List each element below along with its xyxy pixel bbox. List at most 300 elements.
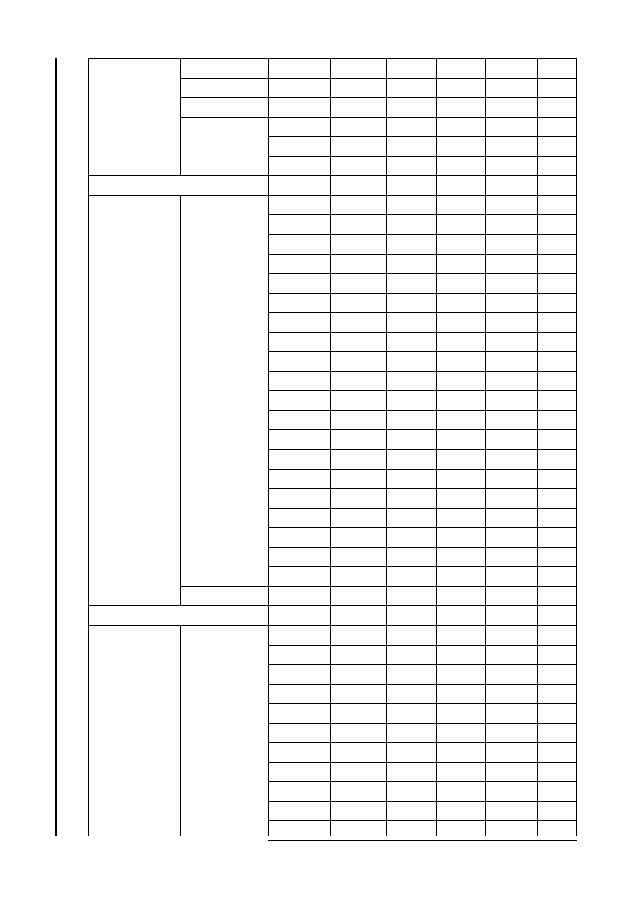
category-cell bbox=[88, 195, 180, 606]
region-cell bbox=[268, 449, 330, 469]
rate-cell bbox=[485, 234, 537, 254]
examinee-count-cell bbox=[436, 293, 485, 313]
region-cell bbox=[268, 234, 330, 254]
blank-cell bbox=[537, 566, 576, 586]
recruit-count-cell bbox=[330, 566, 386, 586]
column-divider bbox=[386, 58, 387, 836]
examinee-count-cell bbox=[436, 78, 485, 98]
row-divider bbox=[268, 273, 577, 274]
row-divider bbox=[268, 371, 577, 372]
recruit-count-cell bbox=[330, 58, 386, 78]
blank-cell bbox=[537, 684, 576, 704]
row-divider bbox=[268, 117, 577, 118]
region-cell bbox=[268, 410, 330, 430]
blank-cell bbox=[537, 488, 576, 508]
applicant-count-cell bbox=[386, 664, 436, 684]
blank-cell bbox=[537, 195, 576, 215]
row-divider bbox=[88, 605, 577, 606]
subcategory-cell bbox=[180, 625, 268, 836]
blank-cell bbox=[537, 351, 576, 371]
total-label bbox=[88, 175, 180, 195]
rate-cell bbox=[485, 820, 537, 836]
recruit-count-cell bbox=[330, 351, 386, 371]
region-cell bbox=[268, 156, 330, 176]
examinee-count-cell bbox=[436, 586, 485, 606]
region-cell bbox=[268, 703, 330, 723]
examinee-count-cell bbox=[436, 390, 485, 410]
row-divider bbox=[268, 781, 577, 782]
examinee-count-cell bbox=[436, 312, 485, 332]
recruit-count-cell bbox=[330, 586, 386, 606]
recruit-count-cell bbox=[330, 293, 386, 313]
total-value-cell bbox=[386, 605, 436, 625]
recruit-count-cell bbox=[330, 78, 386, 98]
rate-cell bbox=[485, 449, 537, 469]
region-cell bbox=[268, 429, 330, 449]
row-divider bbox=[268, 156, 577, 157]
examinee-count-cell bbox=[436, 429, 485, 449]
rate-cell bbox=[485, 801, 537, 821]
row-divider bbox=[268, 214, 577, 215]
applicant-count-cell bbox=[386, 195, 436, 215]
row-divider bbox=[88, 175, 577, 176]
applicant-count-cell bbox=[386, 97, 436, 117]
column-divider bbox=[485, 58, 486, 836]
region-cell bbox=[268, 547, 330, 567]
applicant-count-cell bbox=[386, 273, 436, 293]
rate-cell bbox=[485, 58, 537, 78]
applicant-count-cell bbox=[386, 566, 436, 586]
blank-cell bbox=[537, 723, 576, 743]
recruit-count-cell bbox=[330, 234, 386, 254]
examinee-count-cell bbox=[436, 195, 485, 215]
examinee-count-cell bbox=[436, 234, 485, 254]
region-cell bbox=[268, 97, 330, 117]
applicant-count-cell bbox=[386, 684, 436, 704]
blank-cell bbox=[537, 508, 576, 528]
row-divider bbox=[268, 254, 577, 255]
region-cell bbox=[268, 214, 330, 234]
examinee-count-cell bbox=[436, 97, 485, 117]
row-divider bbox=[268, 684, 577, 685]
examinee-count-cell bbox=[436, 820, 485, 836]
region-cell bbox=[268, 801, 330, 821]
region-cell bbox=[268, 527, 330, 547]
row-divider bbox=[268, 410, 577, 411]
rate-cell bbox=[485, 97, 537, 117]
examinee-count-cell bbox=[436, 645, 485, 665]
total-value-cell bbox=[485, 175, 537, 195]
rate-cell bbox=[485, 469, 537, 489]
row-divider bbox=[268, 351, 577, 352]
blank-cell bbox=[537, 371, 576, 391]
subcategory-cell bbox=[180, 195, 268, 586]
rate-cell bbox=[485, 742, 537, 762]
region-cell bbox=[268, 293, 330, 313]
row-divider bbox=[180, 117, 269, 118]
row-divider bbox=[268, 429, 577, 430]
row-divider bbox=[268, 293, 577, 294]
row-divider bbox=[268, 332, 577, 333]
region-cell bbox=[268, 351, 330, 371]
examinee-count-cell bbox=[436, 781, 485, 801]
applicant-count-cell bbox=[386, 312, 436, 332]
examinee-count-cell bbox=[436, 762, 485, 782]
blank-cell bbox=[537, 820, 576, 836]
recruit-count-cell bbox=[330, 723, 386, 743]
blank-cell bbox=[537, 332, 576, 352]
row-divider bbox=[268, 664, 577, 665]
total-value-cell bbox=[330, 605, 386, 625]
column-divider bbox=[268, 58, 269, 836]
region-cell bbox=[268, 723, 330, 743]
rate-cell bbox=[485, 508, 537, 528]
region-cell bbox=[268, 742, 330, 762]
recruit-count-cell bbox=[330, 547, 386, 567]
subcategory-cell bbox=[180, 117, 268, 176]
rate-cell bbox=[485, 586, 537, 606]
applicant-count-cell bbox=[386, 527, 436, 547]
blank-cell bbox=[537, 429, 576, 449]
recruit-count-cell bbox=[330, 703, 386, 723]
blank-cell bbox=[537, 664, 576, 684]
applicant-count-cell bbox=[386, 156, 436, 176]
row-divider bbox=[268, 723, 577, 724]
blank-cell bbox=[537, 214, 576, 234]
blank-cell bbox=[537, 78, 576, 98]
rate-cell bbox=[485, 293, 537, 313]
column-divider bbox=[88, 58, 89, 836]
rate-cell bbox=[485, 664, 537, 684]
row-divider bbox=[268, 703, 577, 704]
applicant-count-cell bbox=[386, 645, 436, 665]
applicant-count-cell bbox=[386, 293, 436, 313]
examinee-count-cell bbox=[436, 136, 485, 156]
blank-cell bbox=[537, 117, 576, 137]
blank-cell bbox=[537, 742, 576, 762]
rate-cell bbox=[485, 488, 537, 508]
row-divider bbox=[268, 508, 577, 509]
applicant-count-cell bbox=[386, 469, 436, 489]
blank-cell bbox=[537, 136, 576, 156]
blank-cell bbox=[537, 527, 576, 547]
examinee-count-cell bbox=[436, 273, 485, 293]
row-divider bbox=[268, 390, 577, 391]
row-divider bbox=[180, 97, 269, 98]
applicant-count-cell bbox=[386, 234, 436, 254]
applicant-count-cell bbox=[386, 703, 436, 723]
applicant-count-cell bbox=[386, 801, 436, 821]
row-divider bbox=[268, 527, 577, 528]
recruit-count-cell bbox=[330, 684, 386, 704]
rate-cell bbox=[485, 371, 537, 391]
recruit-count-cell bbox=[330, 429, 386, 449]
recruit-count-cell bbox=[330, 214, 386, 234]
rate-cell bbox=[485, 156, 537, 176]
recruit-count-cell bbox=[330, 469, 386, 489]
rate-cell bbox=[485, 781, 537, 801]
region-cell bbox=[268, 781, 330, 801]
recruit-count-cell bbox=[330, 117, 386, 137]
rate-cell bbox=[485, 273, 537, 293]
examinee-count-cell bbox=[436, 156, 485, 176]
rate-cell bbox=[485, 214, 537, 234]
total-label bbox=[88, 605, 180, 625]
examinee-count-cell bbox=[436, 664, 485, 684]
total-value-cell bbox=[386, 175, 436, 195]
blank-cell bbox=[537, 97, 576, 117]
total-value-cell bbox=[485, 605, 537, 625]
row-divider bbox=[268, 840, 577, 841]
row-divider bbox=[268, 566, 577, 567]
examinee-count-cell bbox=[436, 254, 485, 274]
rate-cell bbox=[485, 195, 537, 215]
region-cell bbox=[268, 332, 330, 352]
region-cell bbox=[268, 762, 330, 782]
recruit-count-cell bbox=[330, 664, 386, 684]
total-value-cell bbox=[330, 175, 386, 195]
blank-cell bbox=[537, 312, 576, 332]
row-divider bbox=[88, 625, 577, 626]
row-divider bbox=[88, 195, 577, 196]
region-cell bbox=[268, 136, 330, 156]
applicant-count-cell bbox=[386, 351, 436, 371]
region-cell bbox=[268, 312, 330, 332]
applicant-count-cell bbox=[386, 58, 436, 78]
blank-cell bbox=[537, 547, 576, 567]
row-divider bbox=[268, 762, 577, 763]
examinee-count-cell bbox=[436, 449, 485, 469]
blank-cell bbox=[537, 58, 576, 78]
rate-cell bbox=[485, 312, 537, 332]
row-divider bbox=[268, 469, 577, 470]
column-divider bbox=[537, 58, 538, 836]
recruit-count-cell bbox=[330, 801, 386, 821]
blank-cell bbox=[537, 273, 576, 293]
rate-cell bbox=[485, 117, 537, 137]
recruit-count-cell bbox=[330, 97, 386, 117]
region-cell bbox=[268, 820, 330, 836]
blank-cell bbox=[537, 254, 576, 274]
applicant-count-cell bbox=[386, 332, 436, 352]
column-divider bbox=[436, 58, 437, 836]
region-cell bbox=[268, 664, 330, 684]
region-cell bbox=[268, 586, 330, 606]
recruit-count-cell bbox=[330, 820, 386, 836]
applicant-count-cell bbox=[386, 781, 436, 801]
recruit-count-cell bbox=[330, 312, 386, 332]
blank-cell bbox=[537, 234, 576, 254]
blank-cell bbox=[537, 586, 576, 606]
column-divider bbox=[55, 58, 57, 836]
region-cell bbox=[268, 78, 330, 98]
recruit-count-cell bbox=[330, 136, 386, 156]
recruit-count-cell bbox=[330, 390, 386, 410]
rate-cell bbox=[485, 547, 537, 567]
rate-cell bbox=[485, 390, 537, 410]
grade-label bbox=[55, 58, 88, 836]
examinee-count-cell bbox=[436, 801, 485, 821]
recruit-count-cell bbox=[330, 762, 386, 782]
region-cell bbox=[268, 117, 330, 137]
examinee-count-cell bbox=[436, 214, 485, 234]
applicant-count-cell bbox=[386, 136, 436, 156]
rate-cell bbox=[485, 625, 537, 645]
column-divider bbox=[180, 58, 181, 175]
region-cell bbox=[268, 58, 330, 78]
region-cell bbox=[268, 273, 330, 293]
total-value-cell bbox=[436, 605, 485, 625]
recruit-count-cell bbox=[330, 488, 386, 508]
rate-cell bbox=[485, 645, 537, 665]
region-cell bbox=[268, 566, 330, 586]
recruit-count-cell bbox=[330, 410, 386, 430]
row-divider bbox=[268, 645, 577, 646]
applicant-count-cell bbox=[386, 625, 436, 645]
applicant-count-cell bbox=[386, 371, 436, 391]
applicant-count-cell bbox=[386, 449, 436, 469]
blank-cell bbox=[537, 410, 576, 430]
region-cell bbox=[268, 508, 330, 528]
applicant-count-cell bbox=[386, 214, 436, 234]
blank-cell bbox=[537, 801, 576, 821]
applicant-count-cell bbox=[386, 762, 436, 782]
blank-cell bbox=[537, 703, 576, 723]
applicant-count-cell bbox=[386, 410, 436, 430]
region-cell bbox=[268, 371, 330, 391]
blank-cell bbox=[537, 645, 576, 665]
rate-cell bbox=[485, 351, 537, 371]
examinee-count-cell bbox=[436, 488, 485, 508]
row-divider bbox=[180, 586, 577, 587]
recruit-count-cell bbox=[330, 273, 386, 293]
examinee-count-cell bbox=[436, 742, 485, 762]
applicant-count-cell bbox=[386, 820, 436, 836]
examinee-count-cell bbox=[436, 332, 485, 352]
rate-cell bbox=[485, 703, 537, 723]
region-cell bbox=[268, 625, 330, 645]
applicant-count-cell bbox=[386, 742, 436, 762]
examinee-count-cell bbox=[436, 58, 485, 78]
blank-cell bbox=[537, 175, 576, 195]
recruit-count-cell bbox=[330, 156, 386, 176]
rate-cell bbox=[485, 723, 537, 743]
examinee-count-cell bbox=[436, 351, 485, 371]
rate-cell bbox=[485, 684, 537, 704]
applicant-count-cell bbox=[386, 390, 436, 410]
applicant-count-cell bbox=[386, 723, 436, 743]
examinee-count-cell bbox=[436, 469, 485, 489]
rate-cell bbox=[485, 527, 537, 547]
region-cell bbox=[268, 684, 330, 704]
rate-cell bbox=[485, 429, 537, 449]
rate-cell bbox=[485, 762, 537, 782]
blank-cell bbox=[537, 390, 576, 410]
column-divider bbox=[576, 58, 577, 836]
examinee-count-cell bbox=[436, 684, 485, 704]
row-divider bbox=[268, 136, 577, 137]
examinee-count-cell bbox=[436, 527, 485, 547]
rate-cell bbox=[485, 410, 537, 430]
total-value-cell bbox=[436, 175, 485, 195]
recruit-count-cell bbox=[330, 781, 386, 801]
blank-cell bbox=[537, 293, 576, 313]
blank-cell bbox=[537, 762, 576, 782]
region-cell bbox=[268, 469, 330, 489]
rate-cell bbox=[485, 136, 537, 156]
rate-cell bbox=[485, 78, 537, 98]
recruit-count-cell bbox=[330, 332, 386, 352]
applicant-count-cell bbox=[386, 254, 436, 274]
recruit-count-cell bbox=[330, 527, 386, 547]
row-divider bbox=[268, 312, 577, 313]
row-divider bbox=[268, 449, 577, 450]
subcategory-cell bbox=[180, 78, 268, 98]
row-divider bbox=[88, 58, 577, 59]
applicant-count-cell bbox=[386, 586, 436, 606]
applicant-count-cell bbox=[386, 78, 436, 98]
applicant-count-cell bbox=[386, 508, 436, 528]
examinee-count-cell bbox=[436, 508, 485, 528]
row-divider bbox=[268, 801, 577, 802]
applicant-count-cell bbox=[386, 429, 436, 449]
column-divider bbox=[330, 58, 331, 836]
region-cell bbox=[268, 390, 330, 410]
recruit-count-cell bbox=[330, 195, 386, 215]
region-cell bbox=[268, 195, 330, 215]
row-divider bbox=[268, 547, 577, 548]
region-cell bbox=[268, 488, 330, 508]
recruit-count-cell bbox=[330, 508, 386, 528]
recruit-count-cell bbox=[330, 645, 386, 665]
applicant-count-cell bbox=[386, 117, 436, 137]
blank-cell bbox=[537, 625, 576, 645]
row-divider bbox=[180, 78, 269, 79]
examinee-count-cell bbox=[436, 371, 485, 391]
examinee-count-cell bbox=[436, 410, 485, 430]
blank-cell bbox=[537, 781, 576, 801]
subcategory-cell bbox=[180, 97, 268, 117]
recruit-count-cell bbox=[330, 371, 386, 391]
row-divider bbox=[268, 820, 577, 821]
rate-cell bbox=[485, 332, 537, 352]
region-cell bbox=[268, 254, 330, 274]
blank-cell bbox=[537, 469, 576, 489]
blank-cell bbox=[537, 449, 576, 469]
column-divider bbox=[180, 625, 181, 836]
recruit-count-cell bbox=[330, 449, 386, 469]
recruit-count-cell bbox=[330, 625, 386, 645]
subcategory-cell bbox=[180, 586, 268, 606]
row-divider bbox=[268, 488, 577, 489]
recruit-count-cell bbox=[330, 254, 386, 274]
examinee-count-cell bbox=[436, 703, 485, 723]
examinee-count-cell bbox=[436, 723, 485, 743]
rate-cell bbox=[485, 566, 537, 586]
blank-cell bbox=[537, 156, 576, 176]
rate-cell bbox=[485, 254, 537, 274]
row-divider bbox=[268, 742, 577, 743]
examinee-count-cell bbox=[436, 566, 485, 586]
recruit-count-cell bbox=[330, 742, 386, 762]
examinee-count-cell bbox=[436, 117, 485, 137]
row-divider bbox=[268, 234, 577, 235]
applicant-count-cell bbox=[386, 488, 436, 508]
examinee-count-cell bbox=[436, 547, 485, 567]
applicant-count-cell bbox=[386, 547, 436, 567]
examinee-count-cell bbox=[436, 625, 485, 645]
blank-cell bbox=[537, 605, 576, 625]
